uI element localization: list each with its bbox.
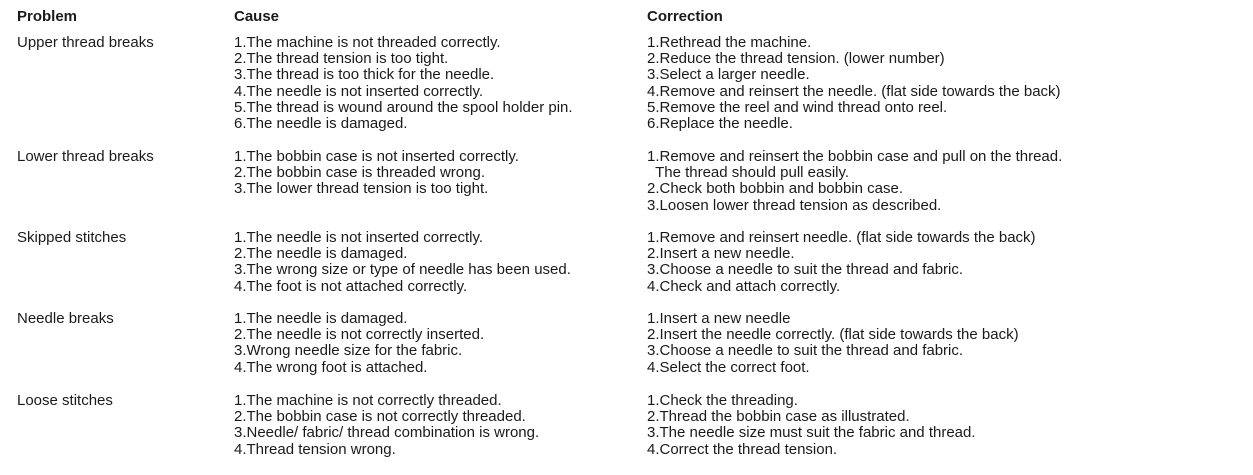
problem-cell: Skipped stitches — [17, 229, 127, 246]
correction-line: 2.Thread the bobbin case as illustrated. — [647, 408, 910, 426]
cause-line: 2.The thread tension is too tight. — [234, 50, 449, 68]
correction-line: 5.Remove the reel and wind thread onto reel. — [647, 98, 948, 116]
problem-cell: Loose stitches — [17, 392, 113, 409]
correction-cell — [647, 149, 1247, 214]
header-problem: Problem — [17, 8, 78, 25]
cause-line: 4.The wrong foot is attached. — [234, 358, 428, 376]
correction-line: 3.Choose a needle to suit the thread and fabric. — [647, 261, 964, 279]
cause-line: 1.The needle is damaged. — [234, 310, 408, 327]
correction-line: 2.Insert a new needle. — [647, 245, 795, 263]
correction-cell — [647, 311, 1247, 376]
correction-line: 2.Insert the needle correctly. (flat side towards the back) — [647, 326, 1019, 344]
correction-cell — [647, 230, 1247, 295]
correction-line: 2.Check both bobbin and bobbin case. — [647, 180, 904, 198]
problem-cell: Needle breaks — [17, 310, 114, 327]
cause-line: 1.The machine is not threaded correctly. — [234, 34, 501, 51]
correction-line: 1.Insert a new needle — [647, 310, 791, 327]
cause-line: 3.The lower thread tension is too tight. — [234, 180, 489, 198]
correction-line: 4.Correct the thread tension. — [647, 440, 838, 458]
cause-line: 1.The needle is not inserted correctly. — [234, 229, 484, 246]
correction-line: 3.Loosen lower thread tension as described. — [647, 196, 942, 214]
cause-cell — [234, 393, 639, 458]
correction-line: 1.Remove and reinsert the bobbin case and pull on the thread. — [647, 148, 1063, 165]
cause-line: 2.The needle is not correctly inserted. — [234, 326, 485, 344]
cause-line: 4.The foot is not attached correctly. — [234, 277, 468, 295]
correction-line: 3.The needle size must suit the fabric and thread. — [647, 424, 976, 442]
correction-line: 4.Select the correct foot. — [647, 358, 810, 376]
cause-line: 4.The needle is not inserted correctly. — [234, 82, 484, 100]
correction-line: 6.Replace the needle. — [647, 115, 793, 133]
correction-line: 4.Remove and reinsert the needle. (flat side towards the back) — [647, 82, 1061, 100]
cause-line: 1.The bobbin case is not inserted correctly. — [234, 148, 519, 165]
cause-line: 3.The wrong size or type of needle has been used. — [234, 261, 571, 279]
header-cause: Cause — [234, 8, 280, 25]
correction-line: 1.Rethread the machine. — [647, 34, 812, 51]
cause-line: 6.The needle is damaged. — [234, 115, 408, 133]
cause-line: 4.Thread tension wrong. — [234, 440, 396, 458]
cause-line: 2.The bobbin case is threaded wrong. — [234, 164, 485, 182]
problem-cell: Upper thread breaks — [17, 34, 154, 51]
cause-cell — [234, 149, 639, 198]
cause-cell — [234, 311, 639, 376]
cause-line: 5.The thread is wound around the spool holder pin. — [234, 98, 573, 116]
header-correction: Correction — [647, 8, 723, 25]
correction-line: 3.Select a larger needle. — [647, 66, 810, 84]
correction-line: 3.Choose a needle to suit the thread and fabric. — [647, 342, 964, 360]
correction-cell — [647, 393, 1247, 458]
cause-cell — [234, 35, 639, 132]
cause-line: 1.The machine is not correctly threaded. — [234, 392, 502, 409]
cause-line: 3.Needle/ fabric/ thread combination is wrong. — [234, 424, 540, 442]
correction-line: 4.Check and attach correctly. — [647, 277, 841, 295]
correction-line: 1.Remove and reinsert needle. (flat side towards the back) — [647, 229, 1036, 246]
correction-line: The thread should pull easily. — [647, 164, 850, 182]
correction-line: 2.Reduce the thread tension. (lower number) — [647, 50, 945, 68]
cause-line: 3.Wrong needle size for the fabric. — [234, 342, 463, 360]
correction-line: 1.Check the threading. — [647, 392, 798, 409]
problem-cell: Lower thread breaks — [17, 148, 154, 165]
cause-line: 2.The bobbin case is not correctly threaded. — [234, 408, 526, 426]
cause-line: 2.The needle is damaged. — [234, 245, 408, 263]
cause-line: 3.The thread is too thick for the needle. — [234, 66, 495, 84]
cause-cell — [234, 230, 639, 295]
correction-cell — [647, 35, 1247, 132]
